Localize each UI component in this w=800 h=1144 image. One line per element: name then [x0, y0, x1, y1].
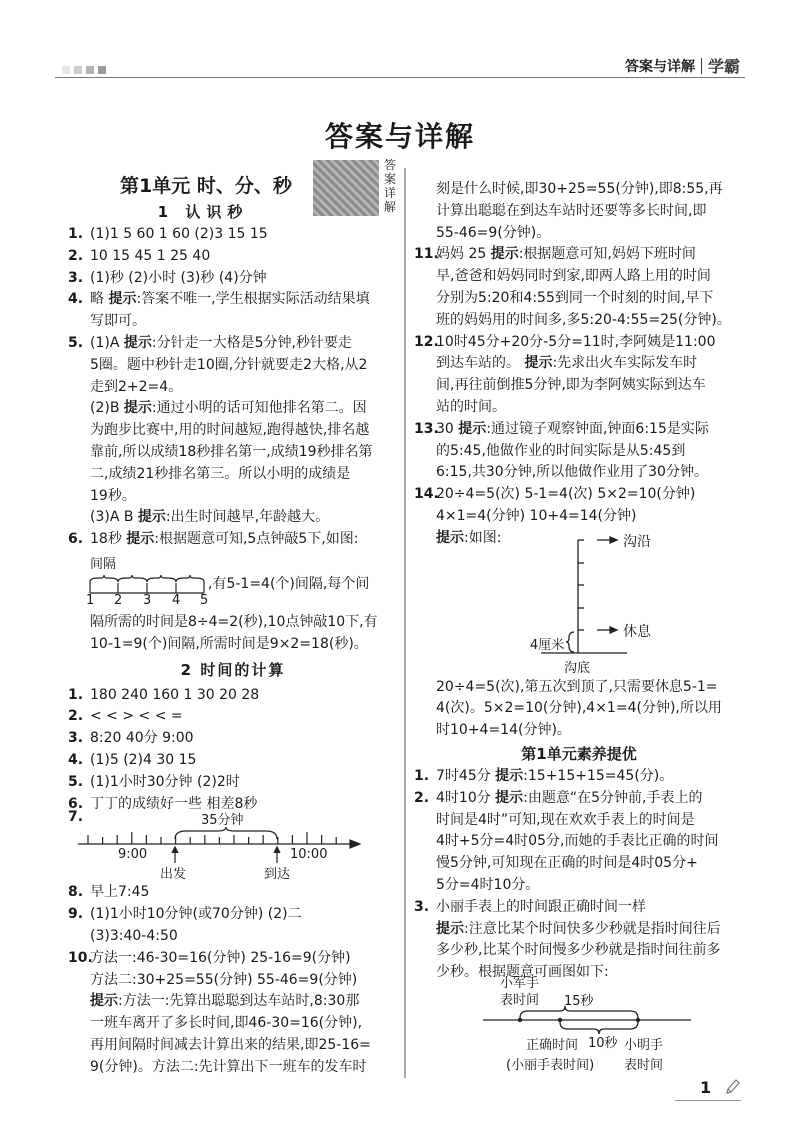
hint-label: 提示 [458, 420, 487, 437]
answer-line [414, 528, 744, 550]
answer-text: 妈妈 25 [436, 246, 491, 263]
answer-line [68, 507, 398, 529]
answer-text: 靠前,所以成绩18秒排名第一,成绩19秒排名第 [90, 443, 373, 460]
answer-line [414, 506, 744, 528]
brand-logo: 学霸 [707, 57, 740, 76]
header-square [86, 66, 94, 74]
answer-text: 4时+5分=4时05分,而她的手表比正确的时间 [436, 833, 719, 850]
answer-text: 9(分钟)。方法二:先计算出下一班车的发车时 [90, 1058, 367, 1075]
answer-line [68, 634, 398, 656]
hint-label: 提示 [108, 291, 137, 308]
question-number: 12. [414, 333, 439, 350]
answer-block [68, 685, 398, 816]
hint-label: 提示 [137, 509, 166, 526]
header-decoration [62, 66, 106, 74]
answer-line [414, 831, 744, 853]
hint-label: 提示 [436, 920, 464, 937]
answer-text: :根据题意可知,5点钟敲5下,如图: [154, 531, 359, 548]
answer-line [414, 310, 744, 332]
answer-text: 早,爸爸和妈妈同时到家,即两人路上用的时间 [436, 268, 711, 285]
answer-line [68, 882, 398, 904]
answer-line [68, 486, 398, 508]
answer-text: 到达车站的。 [436, 355, 525, 372]
answer-line [68, 1035, 398, 1057]
answer-text: :通过镜子观察钟面,钟面6:15是实际 [486, 420, 709, 437]
answer-text: 7时45分 [436, 767, 496, 784]
answer-line [414, 201, 744, 223]
answer-line [414, 332, 744, 354]
answer-text: 30 [436, 420, 459, 437]
answer-text: 6:15,共30分钟,所以他做作业用了30分钟。 [436, 464, 708, 481]
answer-text: 时10+4=14(分钟)。 [436, 722, 571, 739]
hint-label: 提示 [126, 531, 155, 548]
answer-text: 55-46=9(分钟)。 [436, 224, 551, 241]
answer-line [414, 179, 744, 201]
watch-diagram [414, 975, 744, 1079]
answer-line [414, 940, 744, 962]
question-number: 11. [414, 246, 439, 263]
answer-block [414, 179, 744, 550]
xiaoming-label: 小明手 [624, 1037, 664, 1053]
header-separator [701, 58, 702, 74]
answer-block [414, 766, 744, 984]
hint-label: 提示 [495, 789, 524, 806]
answer-text: :通过小明的话可知他排名第二。因 [151, 400, 367, 417]
answer-text: 方法二:30+25=55(分钟) 55-46=9(分钟) [90, 971, 358, 988]
page-title: 答案与详解 [324, 120, 475, 153]
answer-line [414, 484, 744, 506]
header-square [74, 66, 82, 74]
question-number: 1. [68, 226, 84, 242]
interval-tick: 3 [143, 592, 152, 608]
answer-line [414, 397, 744, 419]
right-column [414, 179, 744, 1079]
answer-text: 10-1=9(个)间隔,所需时间是9×2=18(秒)。 [90, 635, 368, 652]
answer-text: 10时45分+20分-5分=11时,李阿姨是11:00 [436, 333, 716, 350]
answer-text: 站的时间。 [436, 398, 506, 415]
answer-text: 少秒。根据题意可画图如下: [436, 964, 609, 981]
answer-line [68, 685, 398, 707]
answer-text: 4(次)。5×2=10(分钟),4×1=4(分钟),所以用 [436, 700, 722, 717]
hint-label: 提示 [490, 246, 519, 263]
tick-label-end: 10:00 [290, 847, 328, 863]
hint-label: 提示 [495, 767, 524, 784]
question-number: 5. [68, 773, 84, 790]
question-number: 1. [414, 767, 430, 784]
answer-line [414, 919, 744, 941]
correct-time-label: 正确时间 [526, 1037, 579, 1053]
upper-span-label: 15秒 [564, 993, 594, 1009]
answer-text: (3)3:40-4:50 [90, 927, 178, 944]
answer-line [414, 244, 744, 266]
page-number: 1 [700, 1078, 712, 1097]
question-number: 2. [68, 247, 84, 264]
lesson-heading: 1 认识秒 [157, 203, 249, 221]
answer-text: :如图: [464, 529, 502, 546]
column-divider [404, 168, 406, 1078]
question-number: 13. [414, 420, 439, 437]
header-square [62, 66, 70, 74]
answer-text: 时间是4时”可知,现在欢欢手表上的时间是 [436, 811, 695, 828]
answer-text: 的5:45,他做作业的时间实际是从5:45到 [436, 442, 686, 459]
answer-line [414, 788, 744, 810]
answer-text: :出生时间越早,年龄越大。 [165, 509, 330, 526]
question-number: 1. [68, 686, 84, 703]
answer-line [414, 353, 744, 375]
answer-line [68, 970, 398, 992]
answer-text: 20÷4=5(次),第五次到顶了,只需要休息5-1= [436, 678, 718, 695]
qr-label: 答案详解 [384, 158, 397, 214]
answer-text: 4时10分 [436, 789, 496, 806]
answer-line [414, 766, 744, 788]
answer-line [68, 991, 398, 1013]
answer-text: (1)秒 (2)小时 (3)秒 (4)分钟 [90, 269, 267, 286]
answer-line [68, 772, 398, 794]
lower-span-label: 10秒 [588, 1035, 618, 1051]
answer-line [414, 223, 744, 245]
answer-text: 分别为5:20和4:55到同一个时刻的时间,早下 [436, 289, 714, 306]
answer-line [414, 962, 744, 984]
section-heading: 2 时间的计算 [180, 660, 286, 679]
answer-line [414, 441, 744, 463]
interval-label: 间隔 [90, 556, 117, 572]
answer-text: :分针走一大格是5分钟,秒针要走 [151, 334, 352, 351]
answer-text: (2)B [90, 400, 124, 417]
answer-text: 早上7:45 [90, 884, 150, 901]
answer-text: 8:20 40分 9:00 [90, 730, 194, 747]
answer-line [68, 464, 398, 486]
answer-line [414, 288, 744, 310]
xiaojun-label: 表时间 [500, 992, 540, 1008]
question-number: 3. [68, 269, 84, 286]
answer-text: (1)A [90, 334, 124, 351]
answer-line [68, 333, 398, 355]
depart-label: 出发 [160, 867, 187, 883]
answer-text: < < > < < = [90, 708, 183, 725]
answer-line [414, 698, 744, 720]
answer-text: 刻是什么时候,即30+25=55(分钟),即8:55,再 [436, 181, 723, 197]
hint-label: 提示 [524, 355, 553, 372]
question-number: 6. [68, 795, 84, 812]
pencil-icon [724, 1078, 740, 1096]
interval-text: ,有5-1=4(个)间隔,每个间 [208, 575, 370, 592]
xiaojun-label: 小军手 [500, 975, 540, 991]
answer-text: 走到2+2=4。 [90, 378, 183, 395]
answer-block [68, 882, 398, 1078]
header-rule [55, 77, 745, 78]
question-number: 6. [68, 531, 84, 548]
answer-line [414, 853, 744, 875]
answer-line [414, 810, 744, 832]
question-number: 4. [68, 751, 84, 768]
answer-line [68, 948, 398, 970]
question-number: 4. [68, 291, 84, 308]
answer-text: 方法一:46-30=16(分钟) 25-16=9(分钟) [90, 949, 351, 966]
interval-tick: 5 [200, 592, 209, 608]
answer-line [68, 268, 398, 290]
page-number-rule [675, 1100, 741, 1101]
running-header [625, 54, 740, 77]
answer-text: 班的妈妈用的时间多,多5:20-4:55=25(分钟)。 [436, 311, 731, 328]
answer-text: :答案不唯一,学生根据实际活动结果填 [136, 291, 370, 308]
answer-text: 5分=4时10分。 [436, 876, 540, 893]
answer-text: :15+15+15=45(分)。 [523, 767, 674, 784]
answer-line [68, 612, 398, 634]
answer-text: :先求出火车实际发车时 [552, 355, 698, 372]
answer-text: 多少秒,比某个时间慢多少秒就是指时间往前多 [436, 942, 721, 959]
interval-tick: 2 [114, 592, 123, 608]
interval-tick: 4 [172, 592, 181, 608]
answer-block [68, 224, 398, 551]
answer-block [414, 677, 744, 742]
question-number: 3. [414, 898, 430, 915]
section-heading: 第1单元素养提优 [521, 744, 637, 763]
timeline-diagram [68, 809, 398, 883]
answer-line [68, 529, 398, 551]
hint-label: 提示 [123, 334, 152, 351]
interval-diagram [68, 551, 398, 612]
answer-line [414, 419, 744, 441]
ditch-bottom-label: 沟底 [564, 660, 591, 676]
answer-text: 隔所需的时间是8÷4=2(秒),10点钟敲10下,有 [90, 613, 378, 630]
answer-text: 略 [90, 291, 109, 308]
answer-line [414, 720, 744, 742]
answer-line [68, 289, 398, 311]
answer-line [68, 311, 398, 333]
answer-line [68, 904, 398, 926]
question-number: 2. [68, 708, 84, 725]
answer-text: 慢5分钟,可知现在正确的时间是4时05分+ [436, 855, 698, 872]
question-number: 8. [68, 884, 84, 901]
answer-text: (3)A B [90, 509, 138, 526]
answer-line [68, 1057, 398, 1079]
hint-label: 提示 [436, 529, 464, 546]
correct-time-label: (小丽手表时间) [506, 1057, 595, 1073]
question-number: 2. [414, 789, 430, 806]
question-number: 14. [414, 486, 439, 503]
answer-text: 10 15 45 1 25 40 [90, 247, 211, 264]
hint-label: 提示 [90, 993, 118, 1010]
answer-line [414, 897, 744, 919]
answer-line [414, 266, 744, 288]
question-number: 5. [68, 334, 84, 351]
answer-block [68, 612, 398, 656]
question-number: 9. [68, 906, 84, 923]
answer-text: 为跑步比赛中,用的时间越短,跑得越快,排名越 [90, 422, 370, 439]
answer-text: 5圈。题中秒针走10圈,分针就要走2大格,从2 [90, 356, 368, 373]
left-column [68, 158, 398, 1079]
answer-line [68, 750, 398, 772]
xiaoming-label: 表时间 [624, 1057, 664, 1073]
ditch-top-label: 沟沿 [623, 533, 651, 550]
answer-line [414, 875, 744, 897]
answer-text: 180 240 160 1 30 20 28 [90, 686, 260, 703]
hint-label: 提示 [123, 400, 152, 417]
answer-text: :由题意“在5分钟前,手表上的 [523, 789, 703, 806]
answer-line [68, 1013, 398, 1035]
answer-text: 一班车离开了多长时间,即46-30=16(分钟), [90, 1015, 363, 1032]
answer-text: 二,成绩21秒排名第三。所以小明的成绩是 [90, 465, 351, 482]
answer-text: (1)1小时10分钟(或70分钟) (2)二 [90, 906, 302, 923]
answer-line [414, 375, 744, 397]
question-number: 3. [68, 730, 84, 747]
arrive-label: 到达 [264, 867, 291, 883]
answer-text: (1)5 (2)4 30 15 [90, 751, 197, 768]
question-number: 7. [68, 809, 84, 826]
answer-text: :方法一:先算出聪聪到达车站时,8:30那 [118, 993, 360, 1010]
answer-text: 20÷4=5(次) 5-1=4(次) 5×2=10(分钟) [436, 486, 696, 503]
answer-text: 19秒。 [90, 487, 136, 504]
answer-line [68, 706, 398, 728]
answer-text: 间,再往前倒推5分钟,即为李阿姨实际到达车 [436, 377, 706, 394]
answer-line [414, 462, 744, 484]
answer-line [68, 728, 398, 750]
header-square [98, 66, 106, 74]
header-section: 答案与详解 [624, 58, 695, 75]
answer-line [68, 224, 398, 246]
answer-text: (1)1 5 60 1 60 (2)3 15 15 [90, 226, 268, 242]
answer-line [68, 442, 398, 464]
step-label: 4厘米 [530, 637, 565, 653]
answer-line [68, 355, 398, 377]
answer-line [68, 246, 398, 268]
answer-line [414, 677, 744, 699]
answer-text: 18秒 [90, 531, 127, 548]
answer-text: 写即可。 [90, 313, 146, 330]
answer-line [68, 398, 398, 420]
question-number: 10. [68, 949, 93, 966]
unit-title: 第1单元 时、分、秒 [120, 175, 292, 197]
answer-line [68, 926, 398, 948]
answer-text: 小丽手表上的时间跟正确时间一样 [436, 898, 646, 915]
tick-label-start: 9:00 [118, 847, 148, 863]
rest-label: 休息 [623, 623, 651, 640]
answer-text: (1)1小时30分钟 (2)2时 [90, 773, 240, 790]
answer-text: 4×1=4(分钟) 10+4=14(分钟) [436, 507, 637, 524]
answer-line [68, 377, 398, 399]
interval-tick: 1 [86, 592, 95, 608]
span-label: 35分钟 [201, 813, 244, 829]
qr-code[interactable] [313, 160, 379, 216]
answer-line [68, 420, 398, 442]
answer-text: 再用间隔时间减去计算出来的结果,即25-16= [90, 1036, 371, 1053]
answer-text: 计算出聪聪在到达车站时还要等多长时间,即 [436, 202, 707, 219]
answer-text: :根据题意可知,妈妈下班时间 [518, 246, 696, 263]
answer-text: :注意比某个时间快多少秒就是指时间往后 [464, 920, 721, 937]
answer-text: 丁丁的成绩好一些 相差8秒 [90, 795, 258, 812]
